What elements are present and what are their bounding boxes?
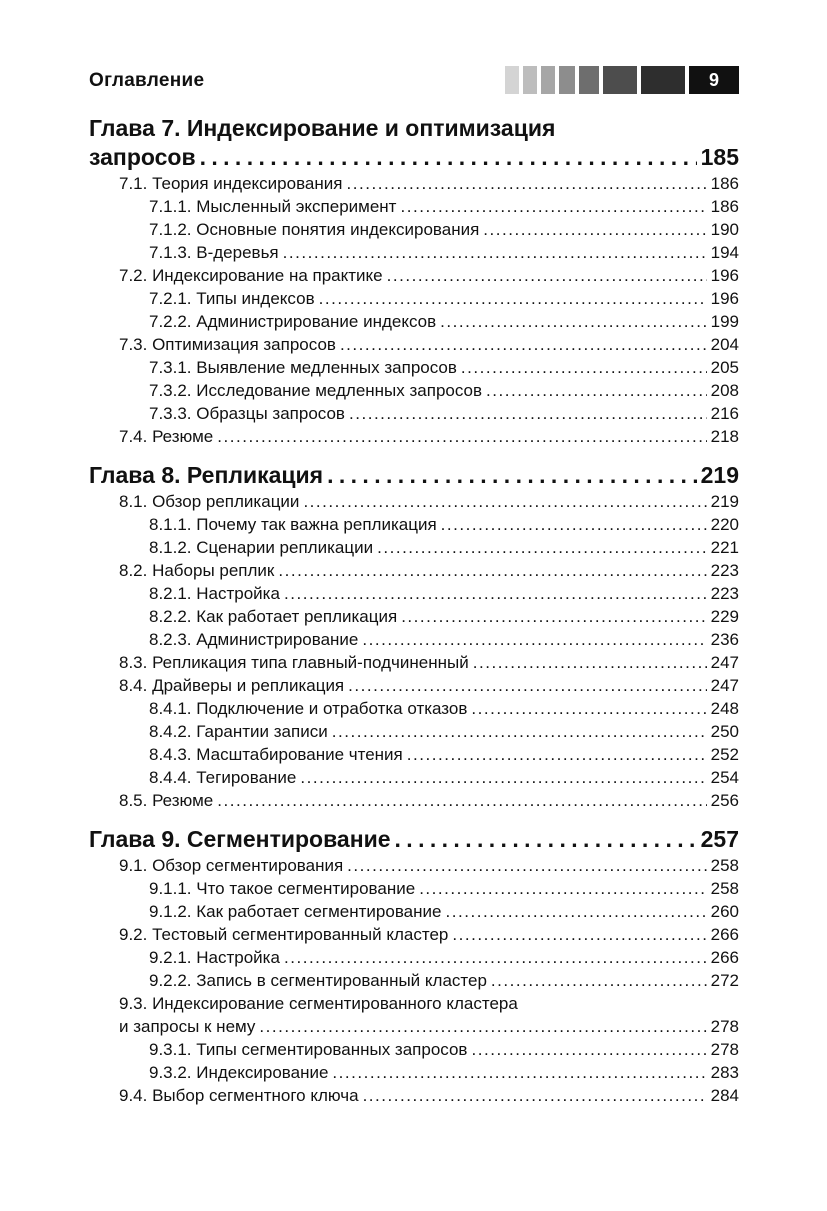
entry-text: 9.4. Выбор сегментного ключа [119,1086,359,1105]
entry-page: 194 [710,243,739,262]
leader-dots [491,969,707,992]
chapter-page: 219 [700,462,739,488]
toc-entry[interactable] [89,766,739,789]
toc-entry[interactable] [89,969,739,992]
entry-page: 196 [710,289,739,308]
spacer [89,812,739,824]
header-title: Оглавление [89,70,205,91]
leader-dots [452,923,706,946]
toc-entry[interactable] [89,379,739,402]
leader-dots [362,628,706,651]
spacer [89,448,739,460]
entry-text: 9.3.2. Индексирование [149,1063,329,1082]
entry-text: 9.1. Обзор сегментирования [119,856,344,875]
chapter-9-title[interactable] [89,824,739,854]
toc-entry[interactable] [89,356,739,379]
entry-text: 7.2.1. Типы индексов [149,289,315,308]
entry-page: 247 [710,676,739,695]
entry-text: 9.2. Тестовый сегментированный кластер [119,925,449,944]
entry-text: 7.4. Резюме [119,427,214,446]
toc-entry-9-3-line2[interactable] [89,1015,739,1038]
entry-page: 229 [710,607,739,626]
entry-page: 220 [710,515,739,534]
leader-dots [319,287,707,310]
toc-entry[interactable] [89,900,739,923]
toc-entry[interactable] [89,264,739,287]
leader-dots [440,310,706,333]
leader-dots [259,1015,706,1038]
leader-dots [217,425,706,448]
leader-dots [340,333,707,356]
leader-dots [445,900,706,923]
leader-dots [332,1061,706,1084]
chapter-title-text: Глава 8. Репликация [89,462,324,488]
leader-dots [377,536,707,559]
entry-text: 9.2.1. Настройка [149,948,280,967]
entry-text: 7.2. Индексирование на практике [119,266,383,285]
entry-page: 199 [710,312,739,331]
entry-page: 204 [710,335,739,354]
bar-block [603,66,637,94]
leader-dots [284,946,707,969]
leader-dots [327,460,697,490]
toc-entry[interactable] [89,195,739,218]
toc-entry[interactable] [89,333,739,356]
book-page [89,66,739,1105]
leader-dots [348,674,706,697]
header-page-number: 9 [689,66,739,94]
header-gradient-bar [501,66,739,94]
entry-page: 256 [710,791,739,810]
leader-dots [303,490,706,513]
entry-text: и запросы к нему [119,1017,256,1036]
chapter-title-text: запросов [89,144,196,170]
toc-entry[interactable] [89,1084,739,1107]
leader-dots [483,218,706,241]
entry-page: 236 [710,630,739,649]
leader-dots [473,651,707,674]
toc-entry-9-3-line1[interactable]: 9.3. Индексирование сегментированного кластера [119,994,518,1013]
toc-entry[interactable] [89,402,739,425]
entry-page: 272 [710,971,739,990]
entry-page: 219 [710,492,739,511]
toc-entry[interactable] [89,490,739,513]
toc-entry[interactable] [89,310,739,333]
toc-entry[interactable] [89,923,739,946]
chapter-page: 257 [700,826,739,852]
entry-text: 9.1.1. Что такое сегментирование [149,879,416,898]
toc-entry[interactable] [89,605,739,628]
toc-entry[interactable] [89,674,739,697]
entry-text: 8.1. Обзор репликации [119,492,300,511]
leader-dots [441,513,707,536]
entry-text: 8.2.3. Администрирование [149,630,359,649]
entry-text: 8.2. Наборы реплик [119,561,275,580]
toc-entry[interactable] [89,218,739,241]
toc-entry[interactable] [89,241,739,264]
toc-entry[interactable] [89,854,739,877]
leader-dots [200,142,697,172]
chapter-page: 185 [700,144,739,170]
entry-text: 8.4.1. Подключение и отработка отказов [149,699,468,718]
toc-entry[interactable] [89,720,739,743]
entry-text: 8.1.1. Почему так важна репликация [149,515,437,534]
entry-text: 7.1. Теория индексирования [119,174,343,193]
entry-page: 266 [710,925,739,944]
leader-dots [461,356,707,379]
entry-page: 266 [710,948,739,967]
entry-text: 7.3.1. Выявление медленных запросов [149,358,457,377]
entry-page: 258 [710,856,739,875]
entry-page: 278 [710,1017,739,1036]
leader-dots [387,264,707,287]
toc-entry[interactable] [89,743,739,766]
chapter-8-title[interactable] [89,460,739,490]
leader-dots [346,172,706,195]
toc-entry[interactable] [89,697,739,720]
leader-dots [407,743,707,766]
entry-text: 8.3. Репликация типа главный-подчиненный [119,653,469,672]
leader-dots [347,854,706,877]
entry-text: 8.4.4. Тегирование [149,768,297,787]
table-of-contents [89,114,739,1107]
entry-text: 7.3. Оптимизация запросов [119,335,336,354]
entry-page: 190 [710,220,739,239]
chapter-7-title-cont[interactable] [89,142,739,172]
entry-text: 9.1.2. Как работает сегментирование [149,902,442,921]
entry-page: 208 [710,381,739,400]
bar-block [523,66,537,94]
entry-page: 186 [710,197,739,216]
entry-text: 7.3.3. Образцы запросов [149,404,345,423]
entry-text: 8.2.1. Настройка [149,584,280,603]
leader-dots [349,402,707,425]
entry-page: 186 [710,174,739,193]
chapter-7-entries [89,172,739,448]
leader-dots [300,766,706,789]
toc-entry[interactable] [89,582,739,605]
bar-block [641,66,685,94]
chapter-7-title[interactable]: Глава 7. Индексирование и оптимизация [89,115,556,141]
toc-entry[interactable] [89,628,739,651]
toc-entry[interactable] [89,513,739,536]
entry-text: 7.2.2. Администрирование индексов [149,312,437,331]
entry-page: 260 [710,902,739,921]
toc-entry[interactable] [89,287,739,310]
toc-entry[interactable] [89,425,739,448]
entry-page: 283 [710,1063,739,1082]
toc-entry[interactable] [89,651,739,674]
entry-text: 8.1.2. Сценарии репликации [149,538,374,557]
toc-entry[interactable] [89,172,739,195]
leader-dots [471,697,706,720]
chapter-title-text: Глава 9. Сегментирование [89,826,391,852]
leader-dots [284,582,707,605]
entry-page: 250 [710,722,739,741]
bar-block [579,66,599,94]
leader-dots [401,605,706,628]
leader-dots [363,1084,707,1107]
entry-page: 252 [710,745,739,764]
entry-page: 216 [710,404,739,423]
leader-dots [283,241,707,264]
entry-text: 9.3.1. Типы сегментированных запросов [149,1040,468,1059]
entry-text: 7.3.2. Исследование медленных запросов [149,381,483,400]
leader-dots [217,789,706,812]
toc-entry[interactable] [89,559,739,582]
toc-entry[interactable] [89,946,739,969]
entry-page: 258 [710,879,739,898]
leader-dots [471,1038,706,1061]
leader-dots [332,720,707,743]
chapter-9-entries-a [89,854,739,992]
toc-entry[interactable] [89,1038,739,1061]
toc-entry[interactable] [89,789,739,812]
entry-text: 9.2.2. Запись в сегментированный кластер [149,971,487,990]
entry-text: 8.5. Резюме [119,791,214,810]
entry-text: 7.1.2. Основные понятия индексирования [149,220,480,239]
running-header [89,66,739,96]
chapter-8-entries [89,490,739,812]
entry-page: 247 [710,653,739,672]
toc-entry[interactable] [89,1061,739,1084]
entry-page: 218 [710,427,739,446]
bar-block [505,66,519,94]
entry-text: 7.1.1. Мысленный эксперимент [149,197,397,216]
entry-text: 7.1.3. B-деревья [149,243,279,262]
entry-page: 254 [710,768,739,787]
entry-text: 8.4. Драйверы и репликация [119,676,345,695]
leader-dots [486,379,707,402]
leader-dots [278,559,706,582]
entry-page: 248 [710,699,739,718]
leader-dots [400,195,706,218]
bar-block [541,66,555,94]
toc-entry[interactable] [89,877,739,900]
entry-page: 284 [710,1086,739,1105]
leader-dots [419,877,706,900]
entry-text: 8.4.3. Масштабирование чтения [149,745,403,764]
bar-block [559,66,575,94]
leader-dots [395,824,697,854]
entry-text: 8.2.2. Как работает репликация [149,607,398,626]
entry-text: 8.4.2. Гарантии записи [149,722,328,741]
entry-page: 223 [710,584,739,603]
toc-entry[interactable] [89,536,739,559]
chapter-9-entries-b [89,1038,739,1107]
entry-page: 196 [710,266,739,285]
entry-page: 278 [710,1040,739,1059]
entry-page: 221 [710,538,739,557]
entry-page: 223 [710,561,739,580]
entry-page: 205 [710,358,739,377]
